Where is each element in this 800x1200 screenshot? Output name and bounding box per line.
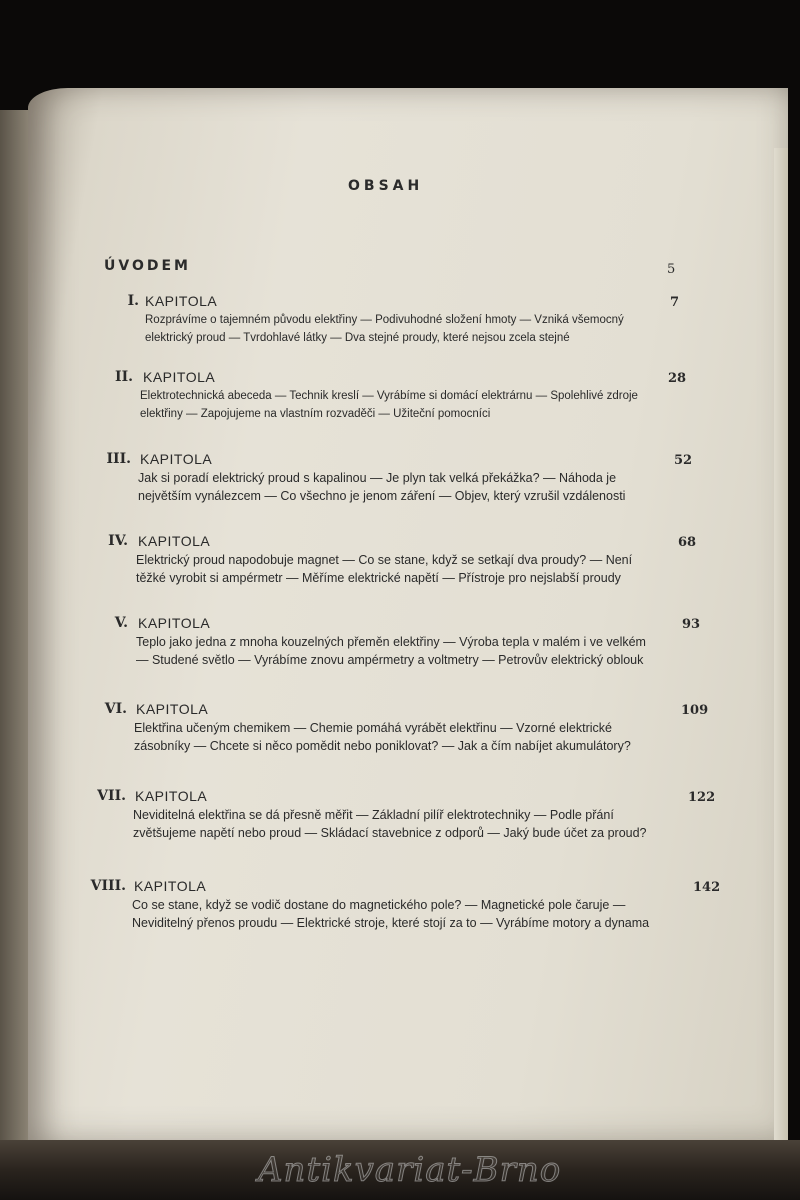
chapter-page-number: 109 xyxy=(681,703,709,718)
chapter-page-number: 28 xyxy=(668,371,687,386)
chapter-description: Neviditelná elektřina se dá přesně měřit — Základní pilíř elektrotechniky — Podle přání zvětšujeme napětí nebo proud — Skládací stavebnice z odporů — Jaký bude účet za proud? xyxy=(133,808,647,840)
chapter-heading: KAPITOLA xyxy=(135,788,208,804)
chapter-heading: KAPITOLA xyxy=(138,615,211,631)
chapter-number: V. xyxy=(114,615,128,631)
chapter-number: II. xyxy=(115,369,133,385)
page-edge xyxy=(774,148,788,1168)
chapter-page-number: 93 xyxy=(682,617,701,632)
chapter-page-number: 7 xyxy=(670,295,680,310)
chapter-heading: KAPITOLA xyxy=(143,369,216,385)
chapter-page-number: 142 xyxy=(693,880,721,895)
chapter-description: Elektrotechnická abeceda — Technik kreslí — Vyrábíme si domácí elektrárnu — Spolehlivé zdroje elektřiny — Zapojujeme na vlastním rozvaděči — Užiteční pomocníci xyxy=(140,390,638,420)
chapter-heading: KAPITOLA xyxy=(136,701,209,717)
chapter-page-number: 68 xyxy=(678,535,697,550)
chapter-number: I. xyxy=(127,293,139,309)
chapter-number: VIII. xyxy=(90,878,126,894)
chapter-number: VI. xyxy=(104,701,127,717)
intro-page-number: 5 xyxy=(667,262,676,277)
chapter-heading: KAPITOLA xyxy=(145,293,218,309)
chapter-heading: KAPITOLA xyxy=(134,878,207,894)
chapter-description: Rozprávíme o tajemném původu elektřiny — Podivuhodné složení hmoty — Vzniká všemocný elektrický proud — Tvrdohlavé látky — Dva stejné proudy, které nejsou zcela stejné xyxy=(145,314,624,344)
chapter-number: VII. xyxy=(97,788,126,804)
chapter-description: Co se stane, když se vodič dostane do magnetického pole? — Magnetické pole čaruje — Neviditelný přenos proudu — Elektrické stroje, které stojí za to — Vyrábíme motory a dynama xyxy=(132,898,650,930)
chapter-page-number: 52 xyxy=(674,453,693,468)
watermark: Antikvariat-Brno xyxy=(258,1150,562,1190)
chapter-number: III. xyxy=(106,451,131,467)
chapter-number: IV. xyxy=(108,533,128,549)
contents-title: OBSAH xyxy=(348,178,424,194)
chapter-page-number: 122 xyxy=(688,790,716,805)
chapter-description: Elektřina učeným chemikem — Chemie pomáhá vyrábět elektřinu — Vzorné elektrické zásobníky — Chcete si něco pomědit nebo poniklovat? — Jak a čím nabíjet akumulátory? xyxy=(134,721,631,753)
chapter-heading: KAPITOLA xyxy=(140,451,213,467)
chapter-description: Jak si poradí elektrický proud s kapalinou — Je plyn tak velká překážka? — Náhoda je největším vynálezcem — Co všechno je jenom záření — Objev, který vzrušil vzdálenosti xyxy=(138,471,626,503)
chapter-heading: KAPITOLA xyxy=(138,533,211,549)
chapter-description: Elektrický proud napodobuje magnet — Co se stane, když se setkají dva proudy? — Není těžké vyrobit si ampérmetr — Měříme elektrické napětí — Přístroje pro nejslabší proudy xyxy=(136,553,633,585)
intro-label: ÚVODEM xyxy=(104,258,191,274)
chapter-description: Teplo jako jedna z mnoha kouzelných přeměn elektřiny — Výroba tepla v malém i ve velkém — Studené světlo — Vyrábíme znovu ampérmetry a voltmetry — Petrovův elektrický oblouk xyxy=(136,635,646,667)
